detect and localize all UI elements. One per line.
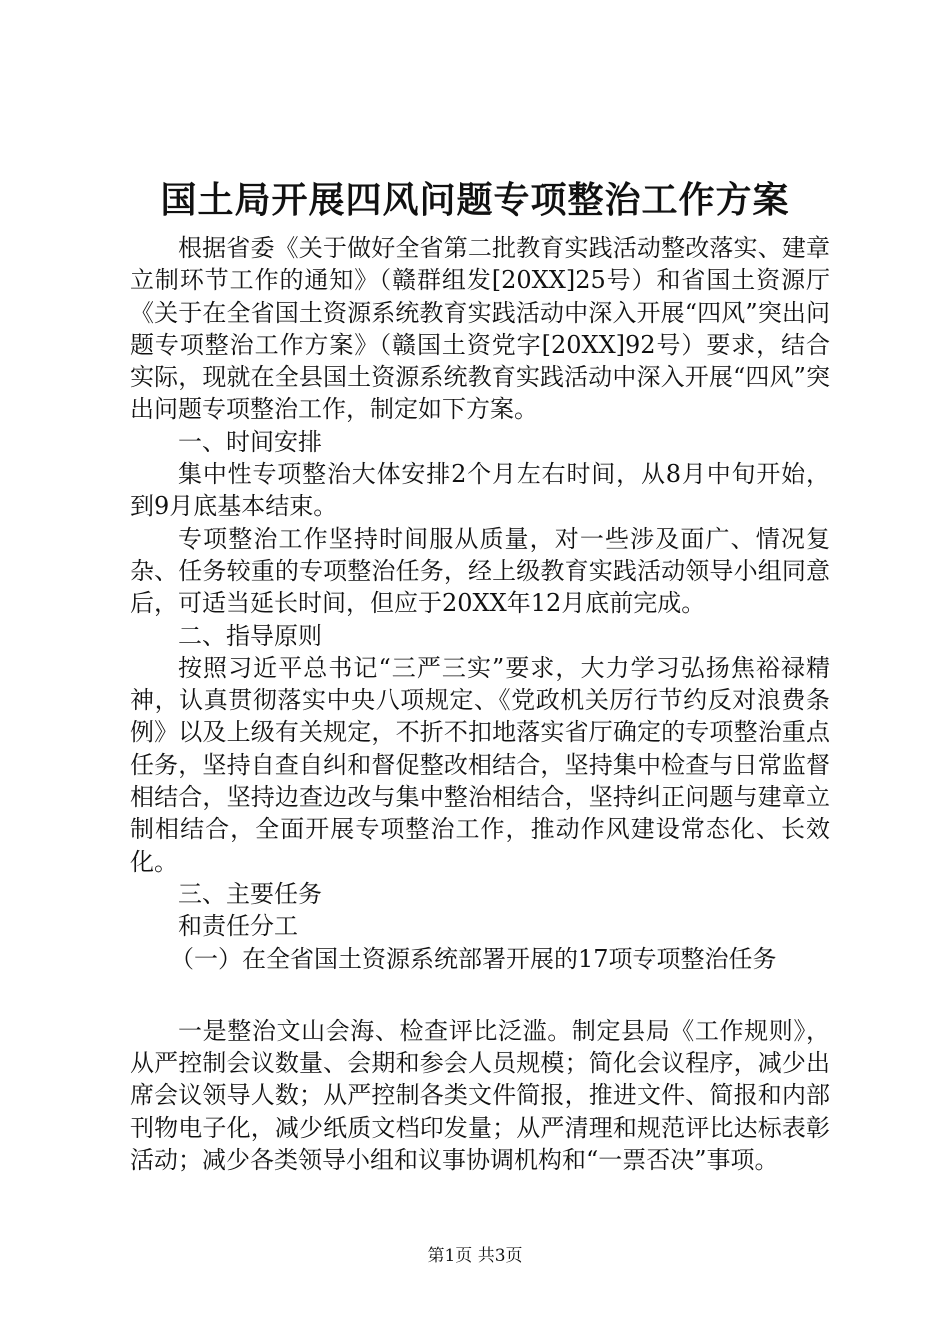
section-heading-tasks-continued: 和责任分工 — [178, 912, 298, 941]
page-footer: 第1页 共3页 — [427, 1246, 523, 1266]
section-heading-schedule: 一、时间安排 — [178, 427, 322, 456]
section-heading-tasks: 三、主要任务 — [178, 879, 322, 908]
document-body — [130, 232, 830, 1176]
document-title: 国土局开展四风问题专项整治工作方案 — [160, 179, 790, 221]
section-heading-principles: 二、指导原则 — [178, 621, 322, 650]
principles-paragraph: 按照习近平总书记“三严三实”要求，大力学习弘扬焦裕禄精神，认真贯彻落实中央八项规定、《党政机关厉行节约反对浪费条例》以及上级有关规定，不折不扣地落实省厅确定的专项整治重点任务，坚持自查自纠和督促整改相结合，坚持集中检查与日常监督相结合，坚持边查边改与集中整治相结合，坚持纠正问题与建章立制相结合，全面开展专项整治工作，推动作风建设常态化、长效化。 — [130, 653, 830, 876]
subsection-heading-17-tasks: （一）在全省国土资源系统部署开展的17项专项整治任务 — [170, 944, 777, 973]
intro-paragraph: 根据省委《关于做好全省第二批教育实践活动整改落实、建章立制环节工作的通知》（赣群组发[20XX]25号）和省国土资源厅《关于在全省国土资源系统教育实践活动中深入开展“四风”突出问题专项整治工作方案》（赣国土资党字[20XX]92号）要求，结合实际，现就在全县国土资源系统教育实践活动中深入开展“四风”突出问题专项整治工作，制定如下方案。 — [130, 234, 830, 424]
task-paragraph-1: 一是整治文山会海、检查评比泛滥。制定县局《工作规则》，从严控制会议数量、会期和参会人员规模；简化会议程序，减少出席会议领导人数；从严控制各类文件简报，推进文件、简报和内部刊物电子化，减少纸质文档印发量；从严清理和规范评比达标表彰活动；减少各类领导小组和议事协调机构和“一票否决”事项。 — [130, 1016, 830, 1175]
schedule-paragraph-2: 专项整治工作坚持时间服从质量，对一些涉及面广、情况复杂、任务较重的专项整治任务，经上级教育实践活动领导小组同意后，可适当延长时间，但应于20XX年12月底前完成。 — [130, 524, 830, 618]
schedule-paragraph-1: 集中性专项整治大体安排2个月左右时间，从8月中旬开始，到9月底基本结束。 — [130, 460, 830, 521]
blank-line — [130, 975, 830, 1015]
